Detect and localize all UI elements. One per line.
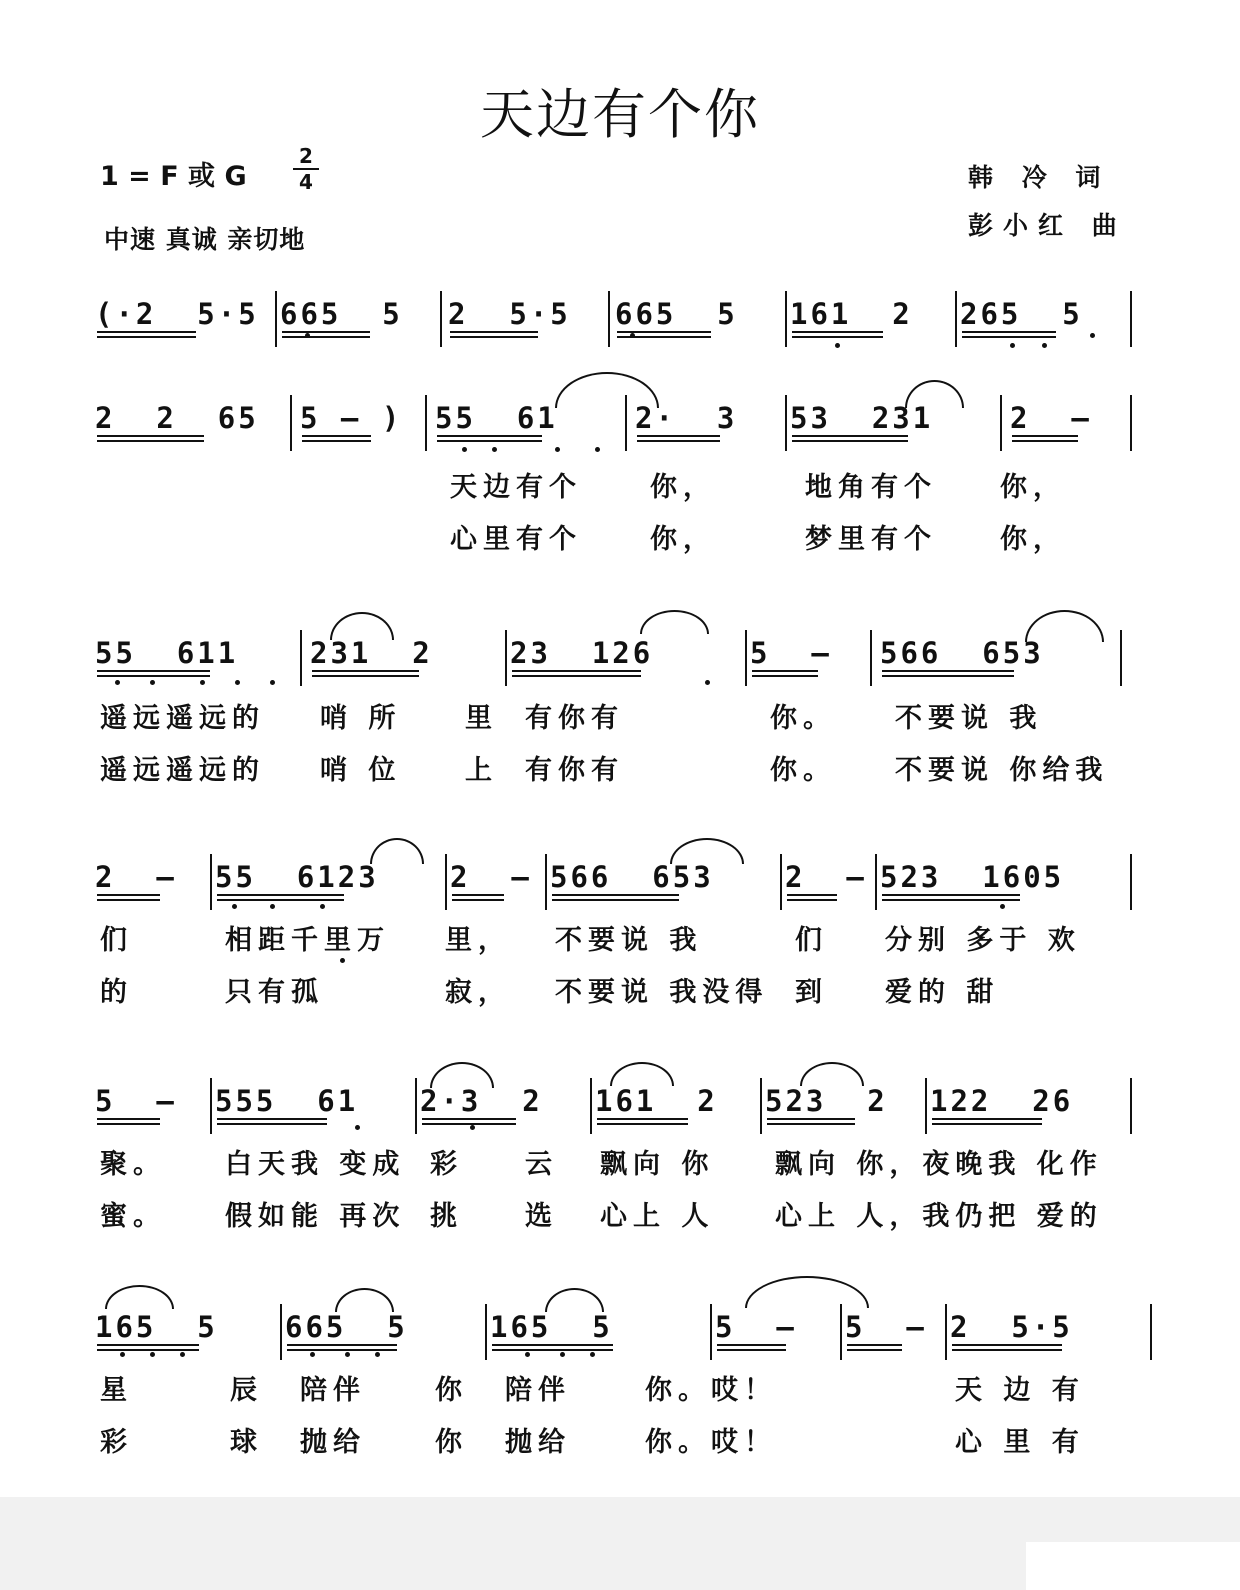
measure-notes: (·2 5·5 xyxy=(95,297,259,331)
eighth-beam xyxy=(787,894,837,896)
measure-notes: 665 5 xyxy=(615,297,738,331)
barline xyxy=(275,291,277,347)
measure xyxy=(595,1080,760,1132)
lyric-syllable: 聚。 xyxy=(100,1149,166,1180)
eighth-beam xyxy=(882,894,1020,896)
measure xyxy=(95,632,300,684)
eighth-beam xyxy=(882,670,1014,672)
octave-dot xyxy=(345,1352,350,1357)
lyric-syllable: 你， xyxy=(1000,524,1066,555)
barline xyxy=(1130,395,1132,451)
measure xyxy=(550,856,780,908)
lyric-syllable: 白天我 变成 xyxy=(225,1149,406,1180)
octave-dot xyxy=(525,1352,530,1357)
sixteenth-beam xyxy=(1012,440,1078,442)
measure xyxy=(95,856,210,908)
measure-notes: 2 5·5 xyxy=(950,1310,1073,1344)
lyricist-credit: 韩 冷 词 xyxy=(968,163,1111,192)
lyric-syllable: 你， xyxy=(650,472,716,503)
lyric-syllable: 飘向 你 xyxy=(600,1149,715,1180)
lyric-syllable: 球 xyxy=(230,1427,263,1458)
lyric-syllable: 你 xyxy=(435,1427,468,1458)
barline xyxy=(1130,291,1132,347)
measure-notes: 2 – xyxy=(1010,401,1092,435)
barline xyxy=(485,1304,487,1360)
measure xyxy=(960,293,1130,345)
measure xyxy=(750,632,870,684)
measure-notes: 2 2 65 xyxy=(95,401,259,435)
eighth-beam xyxy=(287,1344,397,1346)
measure xyxy=(950,1306,1150,1358)
song-title: 天边有个你 xyxy=(480,83,760,146)
octave-dot xyxy=(340,958,345,963)
measure xyxy=(845,1306,945,1358)
sixteenth-beam xyxy=(97,675,210,677)
lyric-syllable: 相距千里万 xyxy=(225,925,390,956)
eighth-beam xyxy=(97,894,160,896)
eighth-beam xyxy=(1012,435,1078,437)
sixteenth-beam xyxy=(752,675,818,677)
sixteenth-beam xyxy=(450,336,538,338)
sixteenth-beam xyxy=(792,440,908,442)
measure xyxy=(280,293,440,345)
lyric-syllable: 哨 位 xyxy=(320,755,402,786)
measure xyxy=(880,856,1130,908)
octave-dot xyxy=(630,333,635,338)
lyric-syllable: 抛给 xyxy=(300,1427,366,1458)
barline xyxy=(1130,1078,1132,1134)
eighth-beam xyxy=(97,1344,199,1346)
measure-notes: 566 653 xyxy=(880,636,1044,670)
composer-credit: 彭小红 曲 xyxy=(968,211,1127,240)
eighth-beam xyxy=(492,1344,613,1346)
octave-dot xyxy=(1090,333,1095,338)
measure-notes: 5 – xyxy=(845,1310,927,1344)
measure-notes: 2· 3 xyxy=(635,401,738,435)
lyric-syllable: 地角有个 xyxy=(805,472,937,503)
measure-notes: 265 5 xyxy=(960,297,1083,331)
sixteenth-beam xyxy=(637,440,720,442)
measure xyxy=(930,1080,1130,1132)
lyric-syllable: 哨 所 xyxy=(320,703,402,734)
staff-row xyxy=(95,632,1155,692)
measure-notes: 5 – xyxy=(715,1310,797,1344)
lyric-syllable: 里 xyxy=(465,703,498,734)
lyric-syllable: 彩 xyxy=(100,1427,133,1458)
octave-dot xyxy=(120,1352,125,1357)
lyric-syllable: 星 xyxy=(100,1375,133,1406)
sixteenth-beam xyxy=(302,440,371,442)
octave-dot xyxy=(492,447,497,452)
sixteenth-beam xyxy=(217,1123,327,1125)
lyric-syllable: 选 xyxy=(525,1201,558,1232)
lyric-syllable: 你。 xyxy=(770,703,836,734)
measure-notes: 231 2 xyxy=(310,636,433,670)
measure xyxy=(448,293,608,345)
lyric-line-verse-2 xyxy=(95,748,1155,784)
eighth-beam xyxy=(437,435,542,437)
lyric-syllable: 不要说 我 xyxy=(555,925,703,956)
lyric-line-verse-2 xyxy=(95,1420,1155,1456)
octave-dot xyxy=(590,1352,595,1357)
lyric-syllable: 只有孤 xyxy=(225,977,324,1008)
sixteenth-beam xyxy=(952,1349,1062,1351)
lyric-syllable: 蜜。 xyxy=(100,1201,166,1232)
lyric-syllable: 们 xyxy=(100,925,133,956)
eighth-beam xyxy=(217,894,344,896)
measure xyxy=(490,1306,710,1358)
barline xyxy=(210,1078,212,1134)
sixteenth-beam xyxy=(597,1123,688,1125)
measure-notes: 55 611 xyxy=(95,636,239,670)
sixteenth-beam xyxy=(787,899,837,901)
octave-dot xyxy=(555,447,560,452)
lyric-syllable: 挑 xyxy=(430,1201,463,1232)
barline xyxy=(280,1304,282,1360)
octave-dot xyxy=(705,680,710,685)
eighth-beam xyxy=(952,1344,1062,1346)
sixteenth-beam xyxy=(882,675,1014,677)
measure xyxy=(215,1080,415,1132)
lyric-syllable: 不要说 我没得 xyxy=(555,977,769,1008)
octave-dot xyxy=(270,680,275,685)
measure-notes: 161 2 xyxy=(790,297,913,331)
lyric-syllable: 里， xyxy=(445,925,511,956)
barline xyxy=(545,854,547,910)
barline xyxy=(1000,395,1002,451)
measure-notes: 55 6123 xyxy=(215,860,379,894)
eighth-beam xyxy=(767,1118,855,1120)
measure xyxy=(1010,397,1130,449)
measure xyxy=(785,856,875,908)
sixteenth-beam xyxy=(97,1349,199,1351)
measure xyxy=(615,293,785,345)
measure-notes: 165 5 xyxy=(490,1310,613,1344)
measure xyxy=(450,856,545,908)
barline xyxy=(425,395,427,451)
eighth-beam xyxy=(932,1118,1042,1120)
lyric-syllable: 天边有个 xyxy=(450,472,582,503)
measure xyxy=(95,1080,210,1132)
tempo-marking: 中速 真诚 亲切地 xyxy=(104,225,306,254)
measure xyxy=(95,1306,280,1358)
octave-dot xyxy=(235,680,240,685)
measure-notes: 161 2 xyxy=(595,1084,718,1118)
barline xyxy=(745,630,747,686)
staff-row xyxy=(95,856,1155,916)
lyric-syllable: 心上 人，我仍把 爱的 xyxy=(775,1201,1103,1232)
barline xyxy=(290,395,292,451)
lyric-syllable: 你。哎！ xyxy=(645,1375,777,1406)
eighth-beam xyxy=(512,670,641,672)
eighth-beam xyxy=(597,1118,688,1120)
measure-notes: 2·3 2 xyxy=(420,1084,543,1118)
measure-notes: 566 653 xyxy=(550,860,714,894)
staff-row xyxy=(95,1306,1155,1366)
lyric-syllable: 梦里有个 xyxy=(805,524,937,555)
eighth-beam xyxy=(97,670,210,672)
lyric-line-verse-1 xyxy=(95,1368,1155,1404)
measure-notes: 523 2 xyxy=(765,1084,888,1118)
barline xyxy=(945,1304,947,1360)
barline xyxy=(840,1304,842,1360)
lyric-line-verse-1 xyxy=(95,1142,1155,1178)
lyric-line-verse-1 xyxy=(95,465,1155,501)
eighth-beam xyxy=(97,331,196,333)
octave-dot xyxy=(150,1352,155,1357)
lyric-syllable: 抛给 xyxy=(505,1427,571,1458)
octave-dot xyxy=(1010,343,1015,348)
octave-dot xyxy=(1042,343,1047,348)
lyric-syllable: 寂， xyxy=(445,977,511,1008)
measure-notes: 53 231 xyxy=(790,401,934,435)
sixteenth-beam xyxy=(287,1349,397,1351)
lyric-syllable: 分别 多于 欢 xyxy=(885,925,1081,956)
eighth-beam xyxy=(97,1118,160,1120)
measure xyxy=(95,397,290,449)
lyric-line-verse-2 xyxy=(95,517,1155,553)
octave-dot xyxy=(232,904,237,909)
lyric-syllable: 你， xyxy=(1000,472,1066,503)
eighth-beam xyxy=(312,670,419,672)
eighth-beam xyxy=(847,1344,902,1346)
barline xyxy=(590,1078,592,1134)
sixteenth-beam xyxy=(437,440,542,442)
measure-notes: 665 5 xyxy=(285,1310,408,1344)
eighth-beam xyxy=(792,435,908,437)
measure xyxy=(95,293,275,345)
measure xyxy=(790,397,1000,449)
footer-box xyxy=(1026,1542,1240,1590)
eighth-beam xyxy=(792,331,883,333)
barline xyxy=(300,630,302,686)
lyric-syllable: 有你有 xyxy=(525,703,624,734)
sixteenth-beam xyxy=(847,1349,902,1351)
lyric-syllable: 上 xyxy=(465,755,498,786)
measure xyxy=(285,1306,485,1358)
octave-dot xyxy=(305,333,310,338)
eighth-beam xyxy=(637,435,720,437)
barline xyxy=(955,291,957,347)
barline xyxy=(1130,854,1132,910)
key-signature: 1 = F 或 G xyxy=(100,161,247,192)
lyric-syllable: 彩 xyxy=(430,1149,463,1180)
barline xyxy=(870,630,872,686)
lyric-syllable: 的 xyxy=(100,977,133,1008)
lyric-syllable: 不要说 你给我 xyxy=(895,755,1109,786)
barline xyxy=(780,854,782,910)
measure-notes: 23 126 xyxy=(510,636,654,670)
lyric-syllable: 天 边 有 xyxy=(955,1375,1085,1406)
lyric-line-verse-2 xyxy=(95,970,1155,1006)
measure-notes: 665 5 xyxy=(280,297,403,331)
octave-dot xyxy=(115,680,120,685)
measure-notes: 555 61 xyxy=(215,1084,359,1118)
staff-row xyxy=(95,1080,1155,1140)
lyric-syllable: 陪伴 xyxy=(300,1375,366,1406)
octave-dot xyxy=(355,1125,360,1130)
lyric-syllable: 心里有个 xyxy=(450,524,582,555)
sixteenth-beam xyxy=(217,899,344,901)
sixteenth-beam xyxy=(717,1349,786,1351)
lyric-syllable: 陪伴 xyxy=(505,1375,571,1406)
eighth-beam xyxy=(302,435,371,437)
lyric-syllable: 云 xyxy=(525,1149,558,1180)
sixteenth-beam xyxy=(962,336,1056,338)
measure-notes: 2 5·5 xyxy=(448,297,571,331)
octave-dot xyxy=(560,1352,565,1357)
octave-dot xyxy=(375,1352,380,1357)
lyric-syllable: 到 xyxy=(795,977,828,1008)
measure-notes: 122 26 xyxy=(930,1084,1074,1118)
lyric-syllable: 飘向 你，夜晚我 化作 xyxy=(775,1149,1103,1180)
lyric-syllable: 你。哎！ xyxy=(645,1427,777,1458)
octave-dot xyxy=(270,904,275,909)
barline xyxy=(415,1078,417,1134)
sixteenth-beam xyxy=(882,899,1020,901)
lyric-syllable: 假如能 再次 xyxy=(225,1201,406,1232)
sixteenth-beam xyxy=(97,336,196,338)
eighth-beam xyxy=(552,894,679,896)
octave-dot xyxy=(595,447,600,452)
eighth-beam xyxy=(962,331,1056,333)
barline xyxy=(210,854,212,910)
octave-dot xyxy=(1000,904,1005,909)
barline xyxy=(505,630,507,686)
lyric-syllable: 有你有 xyxy=(525,755,624,786)
eighth-beam xyxy=(217,1118,327,1120)
lyric-syllable: 不要说 我 xyxy=(895,703,1043,734)
measure-notes: 2 – xyxy=(450,860,532,894)
barline xyxy=(710,1304,712,1360)
sixteenth-beam xyxy=(282,336,370,338)
lyric-line-verse-1 xyxy=(95,918,1155,954)
barline xyxy=(785,395,787,451)
measure-notes: 165 5 xyxy=(95,1310,218,1344)
octave-dot xyxy=(462,447,467,452)
barline xyxy=(760,1078,762,1134)
lyric-syllable: 心 里 有 xyxy=(955,1427,1085,1458)
sixteenth-beam xyxy=(312,675,419,677)
eighth-beam xyxy=(717,1344,786,1346)
lyric-syllable: 你 xyxy=(435,1375,468,1406)
octave-dot xyxy=(180,1352,185,1357)
sixteenth-beam xyxy=(932,1123,1042,1125)
lyric-syllable: 爱的 甜 xyxy=(885,977,1000,1008)
measure xyxy=(765,1080,925,1132)
lyric-syllable: 们 xyxy=(795,925,828,956)
sixteenth-beam xyxy=(792,336,883,338)
lyric-line-verse-2 xyxy=(95,1194,1155,1230)
octave-dot xyxy=(310,1352,315,1357)
sixteenth-beam xyxy=(97,899,160,901)
barline xyxy=(925,1078,927,1134)
eighth-beam xyxy=(450,331,538,333)
measure-notes: 5 – xyxy=(750,636,832,670)
octave-dot xyxy=(150,680,155,685)
eighth-beam xyxy=(452,894,504,896)
eighth-beam xyxy=(422,1118,516,1120)
measure-notes: 2 – xyxy=(95,860,177,894)
time-signature xyxy=(293,145,319,193)
sixteenth-beam xyxy=(767,1123,855,1125)
lyric-line-verse-1 xyxy=(95,696,1155,732)
lyric-syllable: 你。 xyxy=(770,755,836,786)
sixteenth-beam xyxy=(452,899,504,901)
lyric-syllable: 遥远遥远的 xyxy=(100,755,265,786)
staff-row xyxy=(95,293,1155,353)
lyric-syllable: 你， xyxy=(650,524,716,555)
measure xyxy=(300,397,425,449)
eighth-beam xyxy=(282,331,370,333)
sixteenth-beam xyxy=(97,440,204,442)
time-signature-top: 2 xyxy=(299,144,313,168)
measure-notes: 523 1605 xyxy=(880,860,1065,894)
lyric-syllable: 心上 人 xyxy=(600,1201,715,1232)
lyric-syllable: 遥远遥远的 xyxy=(100,703,265,734)
sixteenth-beam xyxy=(552,899,679,901)
measure xyxy=(790,293,955,345)
barline xyxy=(1150,1304,1152,1360)
sixteenth-beam xyxy=(97,1123,160,1125)
octave-dot xyxy=(835,343,840,348)
barline xyxy=(875,854,877,910)
barline xyxy=(445,854,447,910)
sixteenth-beam xyxy=(512,675,641,677)
measure-notes: 5 – xyxy=(95,1084,177,1118)
eighth-beam xyxy=(97,435,204,437)
sixteenth-beam xyxy=(422,1123,516,1125)
lyric-syllable: 辰 xyxy=(230,1375,263,1406)
octave-dot xyxy=(470,1125,475,1130)
time-signature-bottom: 4 xyxy=(299,170,313,194)
measure xyxy=(510,632,745,684)
measure-notes: 5 – ) xyxy=(300,401,403,435)
barline xyxy=(785,291,787,347)
eighth-beam xyxy=(752,670,818,672)
barline xyxy=(608,291,610,347)
measure xyxy=(715,1306,840,1358)
measure-notes: 2 – xyxy=(785,860,867,894)
barline xyxy=(1120,630,1122,686)
measure-notes: 55 61 xyxy=(435,401,558,435)
barline xyxy=(440,291,442,347)
sixteenth-beam xyxy=(492,1349,613,1351)
octave-dot xyxy=(200,680,205,685)
octave-dot xyxy=(320,904,325,909)
